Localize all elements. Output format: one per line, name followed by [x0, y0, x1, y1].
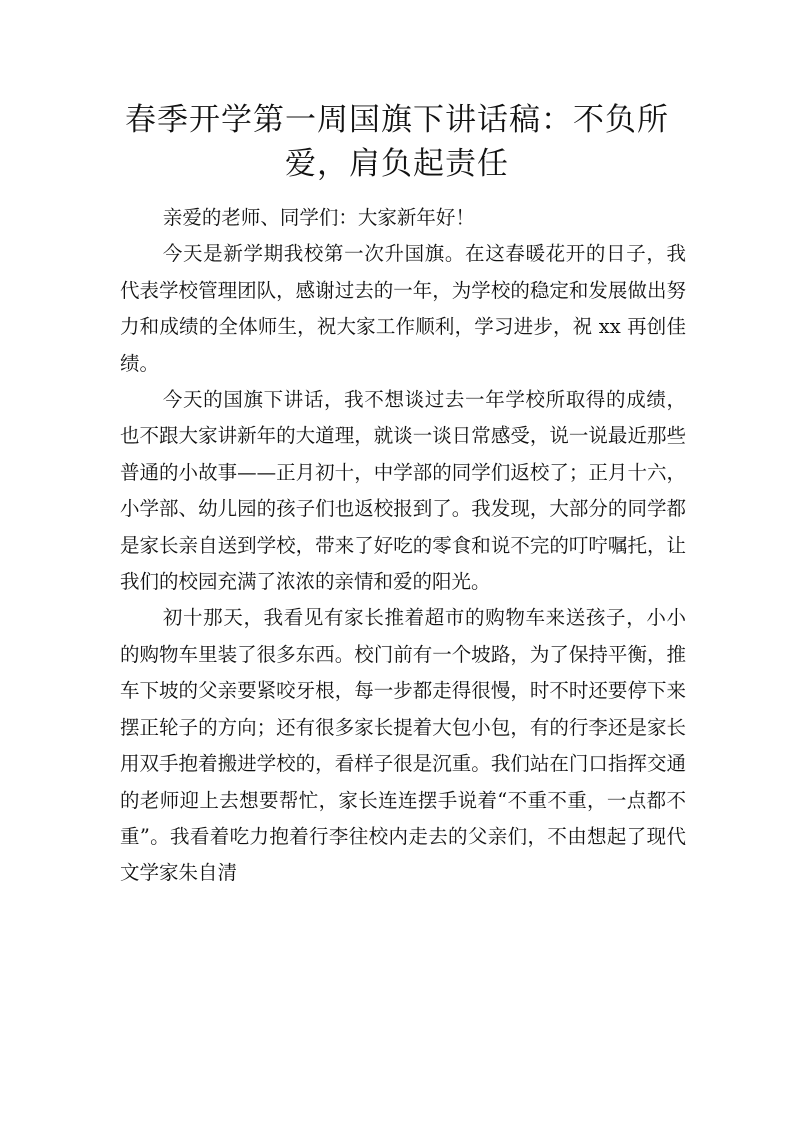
document-title: 春季开学第一周国旗下讲话稿：不负所爱，肩负起责任 — [125, 102, 669, 182]
body-paragraph: 今天的国旗下讲话，我不想谈过去一年学校所取得的成绩，也不跟大家讲新年的大道理，就谈一谈日常感受，说一说最近那些普通的小故事——正月初十，中学部的同学们返校了；正月十六，小学部、幼儿园的孩子们也返校报到了。我发现，大部分的同学都是家长亲自送到学校，带来了好吃的零食和说不完的叮咛嘱托，让我们的校园充满了浓浓的亲情和爱的阳光。 — [120, 388, 686, 594]
greeting-paragraph: 亲爱的老师、同学们：大家新年好！ — [162, 206, 475, 229]
body-paragraph: 初十那天，我看见有家长推着超市的购物车来送孩子，小小的购物车里装了很多东西。校门前有一个坡路，为了保持平衡，推车下坡的父亲要紧咬牙根，每一步都走得很慢，时不时还要停下来摆正轮子的方向；还有很多家长提着大包小包，有的行李还是家长用双手抱着搬进学校的，看样子很是沉重。我们站在门口指挥交通的老师迎上去想要帮忙，家长连连摆手说着“不重不重，一点都不重”。我看着吃力抱着行李往校内走去的父亲们，不由想起了现代文学家朱自清 — [120, 606, 686, 885]
document-body — [120, 200, 686, 892]
body-paragraph: 今天是新学期我校第一次升国旗。在这春暖花开的日子，我代表学校管理团队，感谢过去的一年，为学校的稳定和发展做出努力和成绩的全体师生，祝大家工作顺利，学习进步，祝 xx 再创佳绩。 — [120, 242, 686, 375]
